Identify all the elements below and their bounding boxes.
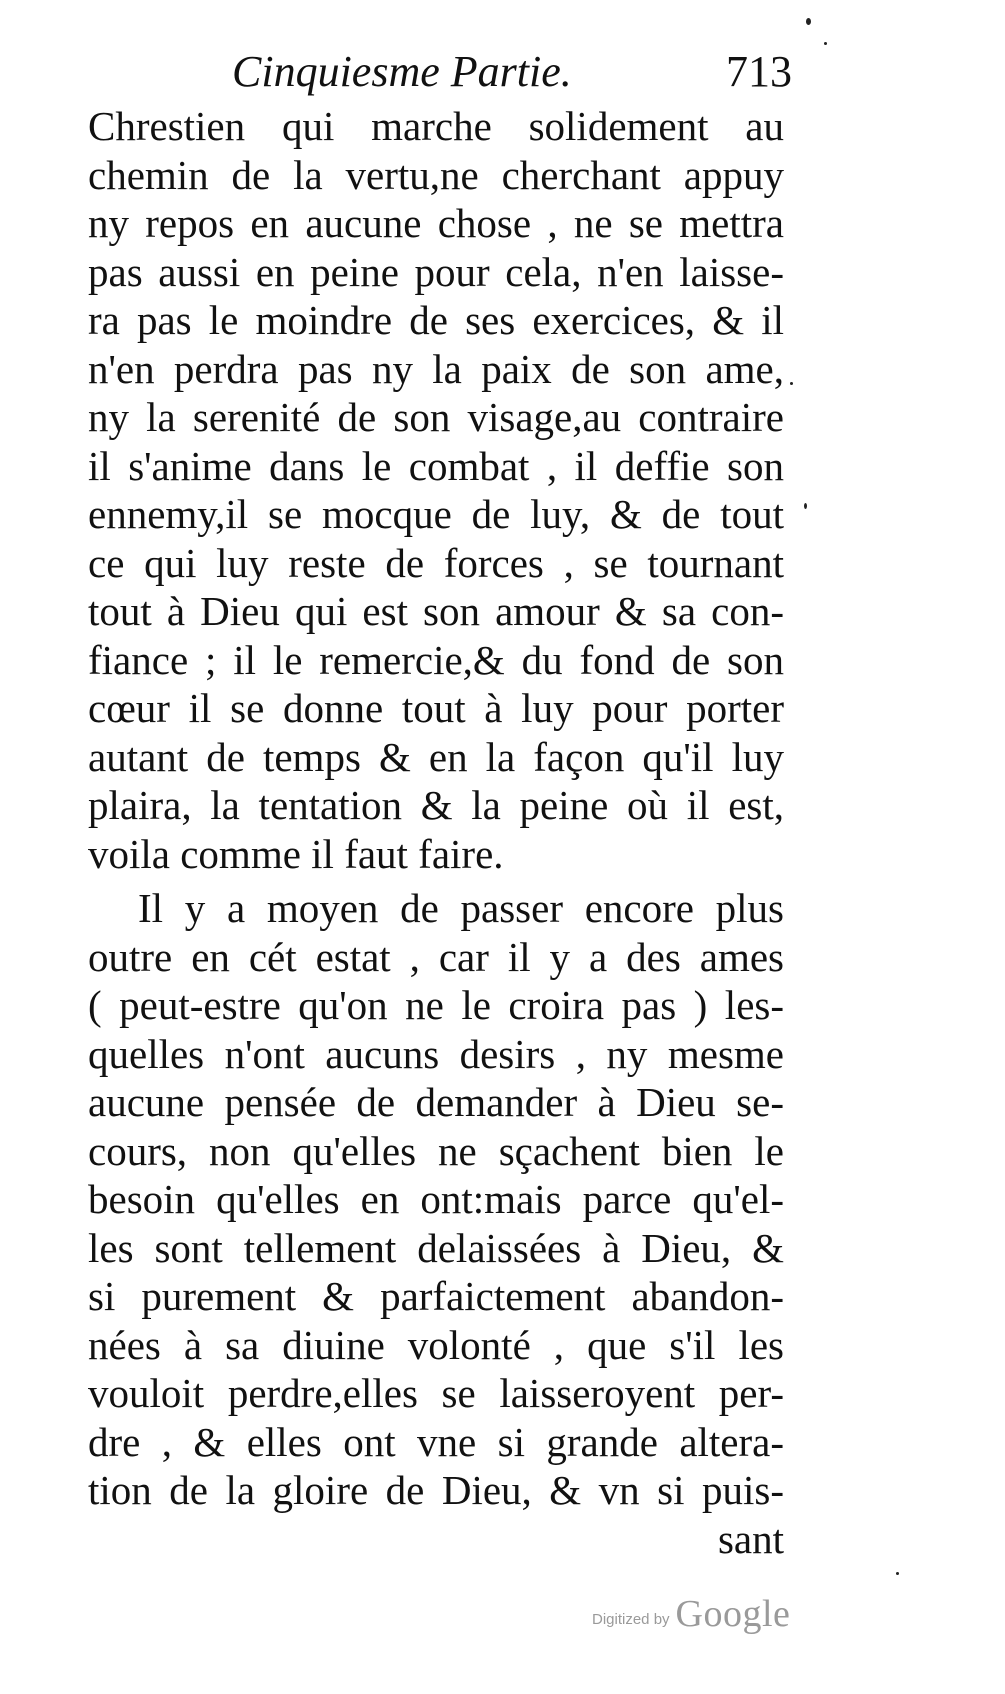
text-line: dre , & elles ont vne si grande altera- xyxy=(88,1418,784,1465)
text-line: les sont tellement delaissées à Dieu, & xyxy=(88,1224,784,1271)
text-line: outre en cét estat , car il y a des ames xyxy=(88,933,784,980)
text-line: nées à sa diuine volonté , que s'il les xyxy=(88,1321,784,1368)
text-line: ( peut-estre qu'on ne le croira pas ) les- xyxy=(88,982,784,1028)
text-line: vouloit perdre,elles se laisseroyent per- xyxy=(88,1370,784,1416)
text-line: plaira, la tentation & la peine où il est, xyxy=(88,782,784,828)
scan-speck xyxy=(824,42,827,45)
running-head-title: Cinquiesme Partie. xyxy=(232,47,572,96)
text-line: quelles n'ont aucuns desirs , ny mesme xyxy=(88,1030,784,1077)
text-line: n'en perdra pas ny la paix de son ame, xyxy=(88,345,784,392)
body-text xyxy=(88,102,784,1563)
text-line: il s'anime dans le combat , il deffie son xyxy=(88,442,784,489)
text-line: autant de temps & en la façon qu'il luy xyxy=(88,733,784,780)
scan-speck xyxy=(806,18,811,25)
text-line: pas aussi en peine pour cela, n'en laisse- xyxy=(88,248,784,295)
text-line: tion de la gloire de Dieu, & vn si puis- xyxy=(88,1467,784,1513)
text-line: besoin qu'elles en ont:mais parce qu'el- xyxy=(88,1176,784,1222)
text-line: ny repos en aucune chose , ne se mettra xyxy=(88,200,784,246)
google-logo: Google xyxy=(675,1593,791,1635)
running-head xyxy=(232,42,792,102)
text-line: cœur il se donne tout à luy pour porter xyxy=(88,685,784,731)
scan-speck xyxy=(790,382,793,385)
text-line: voila comme il faut faire. xyxy=(88,830,504,877)
page-number: 713 xyxy=(726,47,792,96)
text-line: fiance ; il le remercie,& du fond de son xyxy=(88,636,784,683)
scan-speck xyxy=(896,1572,899,1575)
catchword: sant xyxy=(717,1515,784,1562)
text-line: Chrestien qui marche solidement au xyxy=(88,103,784,149)
text-line: ra pas le moindre de ses exercices, & il xyxy=(88,297,784,343)
text-line: chemin de la vertu,ne cherchant appuy xyxy=(88,151,784,198)
text-line: ennemy,il se mocque de luy, & de tout xyxy=(88,491,784,537)
text-line: cours, non qu'elles ne sçachent bien le xyxy=(88,1127,784,1174)
text-line: aucune pensée de demander à Dieu se- xyxy=(88,1079,784,1125)
text-line: Il y a moyen de passer encore plus xyxy=(138,885,784,931)
text-line: tout à Dieu qui est son amour & sa con- xyxy=(88,588,784,634)
digitized-by-google-watermark xyxy=(592,1586,790,1636)
text-line: ce qui luy reste de forces , se tournant xyxy=(88,539,784,586)
scan-speck xyxy=(804,503,807,509)
digitized-by-label: Digitized by xyxy=(592,1611,670,1628)
text-line: ny la serenité de son visage,au contraire xyxy=(88,394,784,440)
text-line: si purement & parfaictement abandon- xyxy=(88,1273,784,1319)
